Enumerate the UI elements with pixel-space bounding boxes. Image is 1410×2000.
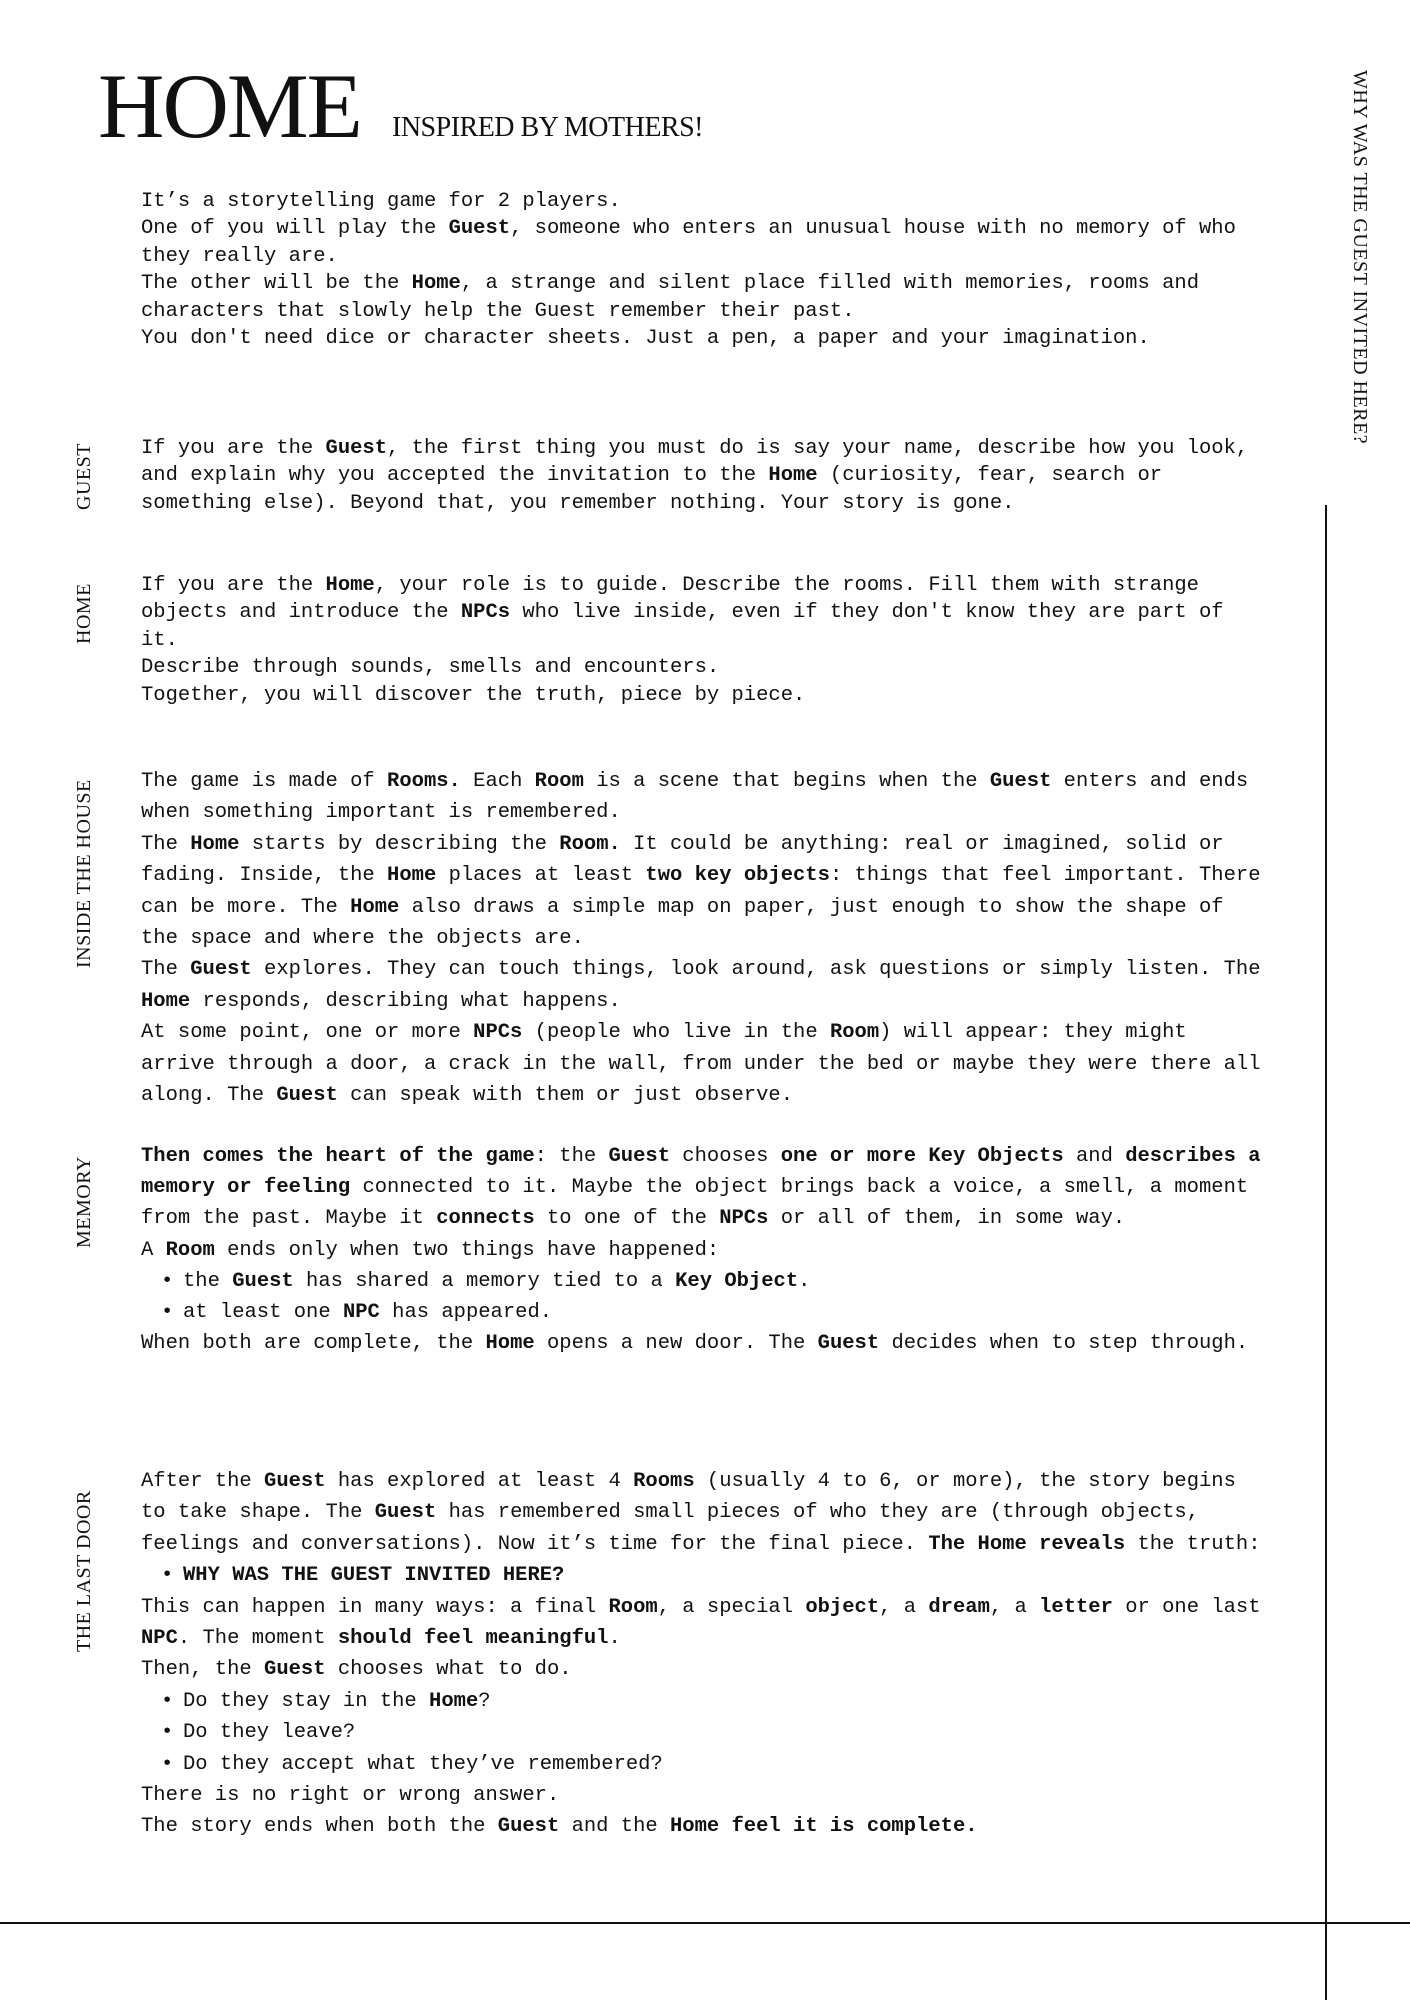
paragraph <box>141 1141 1273 1235</box>
page-title: HOME <box>98 55 361 157</box>
text-run: It could be anything: real or imagined, solid or fading. Inside, the <box>141 832 1236 888</box>
bold-text: The Home reveals <box>928 1532 1126 1556</box>
bold-text: WHY WAS THE GUEST INVITED HERE? <box>183 1564 565 1588</box>
bold-text: Home <box>768 464 818 488</box>
bold-text: Rooms <box>633 1470 695 1493</box>
text-run: has remembered small pieces of who they are (through objects, feelings and conversations). Now it’s time for the final piece. <box>141 1501 1212 1556</box>
paragraph <box>141 1654 1261 1685</box>
paragraph <box>141 325 1261 352</box>
text-run: The <box>141 832 191 856</box>
bold-text: NPCs <box>719 1207 769 1231</box>
text-run: connected to it. Maybe the object brings back a voice, a smell, a moment from the past. Maybe it <box>141 1176 1261 1231</box>
text-run: Together, you will discover the truth, piece by piece. <box>141 683 806 707</box>
text-run: At some point, one or more <box>141 1021 474 1045</box>
section-label-inside-the-house: INSIDE THE HOUSE <box>73 779 95 968</box>
bold-text: Room <box>165 1238 215 1262</box>
text-run: (usually 4 to 6, or more), the story begins to take shape. The <box>141 1470 1249 1525</box>
paragraph <box>141 829 1273 955</box>
bold-text: one or more Key Objects <box>780 1145 1064 1168</box>
section-label-the-last-door: THE LAST DOOR <box>73 1490 95 1652</box>
bold-text: should feel meaningful <box>337 1627 609 1651</box>
bold-text: Guest <box>989 770 1052 793</box>
bold-text: Guest <box>608 1145 670 1168</box>
text-run: , a special <box>657 1595 806 1619</box>
bold-text: two key objects <box>645 864 830 888</box>
paragraph <box>141 1328 1261 1359</box>
text-run: can speak with them or just observe. <box>337 1084 794 1108</box>
text-run: Then, the <box>141 1658 265 1682</box>
text-run: (curiosity, fear, search or something else). Beyond that, you remember nothing. Your story is gone. <box>141 464 1175 515</box>
bold-text: Home <box>325 574 375 597</box>
section-label-home: HOME <box>73 583 95 644</box>
bold-text: Guest <box>276 1084 338 1108</box>
text-run: opens a new door. The <box>534 1332 818 1356</box>
last-door-section <box>141 1466 1273 1843</box>
paragraph <box>141 1466 1261 1560</box>
bold-text: Guest <box>497 1815 560 1839</box>
text-run: ? <box>478 1689 491 1713</box>
text-run: has explored at least 4 <box>325 1470 634 1493</box>
text-run: , a strange and silent place filled with memories, rooms and characters that slowly help the Guest remember their past. <box>141 272 1212 323</box>
text-run: You don't need dice or character sheets. Just a pen, a paper and your imagination. <box>141 327 1150 351</box>
text-run: has appeared. <box>379 1301 553 1325</box>
bold-text: Guest <box>264 1658 326 1682</box>
paragraph <box>141 215 1261 270</box>
list-item <box>161 1717 1261 1748</box>
bold-text: Rooms. <box>387 770 461 793</box>
text-run: and <box>1063 1145 1126 1168</box>
text-run: chooses what to do. <box>325 1658 572 1682</box>
text-run: Each <box>460 770 535 793</box>
text-run: places at least <box>436 864 646 888</box>
paragraph <box>141 1235 1261 1266</box>
bold-text: NPCs <box>473 1021 523 1045</box>
guest-section <box>141 435 1261 517</box>
text-run: When both are complete, the <box>141 1332 486 1356</box>
text-run: or all of them, in some way. <box>768 1207 1126 1231</box>
bold-text: Home <box>411 272 461 296</box>
paragraph <box>141 435 1261 517</box>
paragraph <box>141 270 1261 325</box>
text-run: , a <box>989 1595 1040 1619</box>
paragraph <box>141 572 1261 654</box>
paragraph <box>141 188 1261 215</box>
home-section <box>141 572 1261 709</box>
bullet-list <box>141 1686 1261 1780</box>
bold-text: Guest <box>374 1501 437 1525</box>
text-run: The game is made of <box>141 770 388 793</box>
text-run: If you are the <box>141 437 326 460</box>
text-run: and the <box>559 1815 670 1839</box>
bold-text: Room <box>829 1021 880 1045</box>
paragraph <box>141 1592 1273 1655</box>
page-subtitle: INSPIRED BY MOTHERS! <box>392 112 703 143</box>
text-run: It’s a storytelling game for 2 players. <box>141 190 621 213</box>
bold-text: NPCs <box>460 601 511 625</box>
list-item <box>161 1297 1261 1328</box>
bullet-list <box>141 1266 1261 1328</box>
text-run: Do they stay in the <box>183 1689 430 1713</box>
section-label-guest: GUEST <box>73 443 95 510</box>
paragraph <box>141 654 1261 681</box>
text-run: : the <box>534 1145 609 1168</box>
text-run: Describe through sounds, smells and encounters. <box>141 656 720 680</box>
bold-text: dream <box>928 1595 990 1619</box>
text-run: responds, describing what happens. <box>190 989 621 1013</box>
bold-text: Guest <box>232 1269 294 1293</box>
bold-text: NPC <box>141 1627 178 1651</box>
memory-section <box>141 1141 1273 1359</box>
text-run: ) will appear: they might arrive through a door, a crack in the wall, from under the bed or maybe they were there all along. The <box>141 1021 1273 1108</box>
text-run: The story ends when both the <box>141 1815 498 1839</box>
text-run: starts by describing the <box>239 832 560 856</box>
text-run: . The moment <box>177 1627 338 1651</box>
bold-text: Then comes the heart of the game <box>141 1145 535 1168</box>
bold-text: NPC <box>342 1301 380 1325</box>
bold-text: Room. <box>559 832 621 856</box>
text-run: to one of the <box>534 1207 720 1231</box>
vertical-divider <box>1325 505 1327 2000</box>
paragraph <box>141 954 1273 1017</box>
bullet-list <box>141 1560 1261 1591</box>
intro-section <box>141 188 1261 352</box>
text-run: , a <box>879 1595 929 1619</box>
text-run: the <box>183 1269 233 1293</box>
bold-text: Home feel it is complete. <box>670 1815 978 1839</box>
text-run: This can happen in many ways: a final <box>141 1595 609 1619</box>
text-run: is a scene that begins when the <box>583 770 990 793</box>
bold-text: Guest <box>264 1470 326 1493</box>
bold-text: describes a memory or feeling <box>141 1145 1273 1200</box>
bold-text: Room <box>534 770 584 793</box>
bold-text: Guest <box>817 1332 880 1356</box>
text-run: decides when to step through. <box>879 1332 1249 1356</box>
bold-text: Guest <box>190 958 252 982</box>
bold-text: Home <box>190 832 240 856</box>
text-run: , the first thing you must do is say your name, describe how you look, and explain why you accepted the invitation to the <box>141 437 1261 488</box>
text-run: the truth: <box>1125 1532 1261 1556</box>
text-run: Do they accept what they’ve remembered? <box>183 1752 663 1776</box>
list-item <box>161 1749 1261 1780</box>
text-run: The <box>141 958 191 982</box>
text-run: has shared a memory tied to a <box>293 1269 676 1293</box>
horizontal-divider <box>0 1922 1410 1924</box>
text-run: . <box>798 1269 811 1293</box>
list-item <box>161 1266 1261 1297</box>
text-run: , someone who enters an unusual house with no memory of who they really are. <box>141 217 1249 268</box>
bold-text: Guest <box>325 437 388 460</box>
section-label-memory: MEMORY <box>73 1156 95 1248</box>
text-run: If you are the <box>141 574 326 597</box>
text-run: or one last <box>1112 1595 1273 1619</box>
text-run: who live inside, even if they don't know they are part of it. <box>141 601 1236 652</box>
paragraph <box>141 1017 1273 1111</box>
text-run: There is no right or wrong answer. <box>141 1784 560 1808</box>
bold-text: Guest <box>448 217 511 241</box>
bold-text: Home <box>485 1332 535 1356</box>
bold-text: letter <box>1039 1595 1113 1619</box>
text-run: After the <box>141 1470 265 1493</box>
text-run: chooses <box>670 1145 781 1168</box>
bold-text: Room <box>608 1595 658 1619</box>
text-run: A <box>141 1238 166 1262</box>
list-item <box>161 1560 1261 1591</box>
text-run: : things that feel important. There can be more. The <box>141 864 1273 919</box>
bold-text: Key Object <box>675 1269 799 1293</box>
paragraph <box>141 682 1261 709</box>
bold-text: Home <box>350 895 400 919</box>
inside-the-house-section <box>141 766 1273 1111</box>
text-run: ends only when two things have happened: <box>214 1238 720 1262</box>
text-run: (people who live in the <box>522 1021 830 1045</box>
list-item <box>161 1686 1261 1717</box>
bold-text: Home <box>387 864 437 888</box>
paragraph <box>141 1811 1261 1842</box>
text-run: explores. They can touch things, look around, ask questions or simply listen. The <box>251 958 1273 982</box>
text-run: , your role is to guide. Describe the rooms. Fill them with strange objects and introduce the <box>141 574 1212 625</box>
text-run: . <box>608 1627 621 1651</box>
text-run: The other will be the <box>141 272 412 296</box>
bold-text: object <box>805 1595 880 1619</box>
text-run: also draws a simple map on paper, just enough to show the shape of the space and where the objects are. <box>141 895 1236 951</box>
paragraph <box>141 1780 1261 1811</box>
bold-text: Home <box>429 1689 479 1713</box>
text-run: One of you will play the <box>141 217 449 241</box>
bold-text: connects <box>436 1207 535 1231</box>
text-run: Do they leave? <box>183 1721 356 1745</box>
side-question-label: WHY WAS THE GUEST INVITED HERE? <box>1349 70 1371 445</box>
text-run: enters and ends when something important is remembered. <box>141 770 1261 825</box>
paragraph <box>141 766 1261 829</box>
bold-text: Home <box>141 989 191 1013</box>
text-run: at least one <box>183 1301 343 1325</box>
